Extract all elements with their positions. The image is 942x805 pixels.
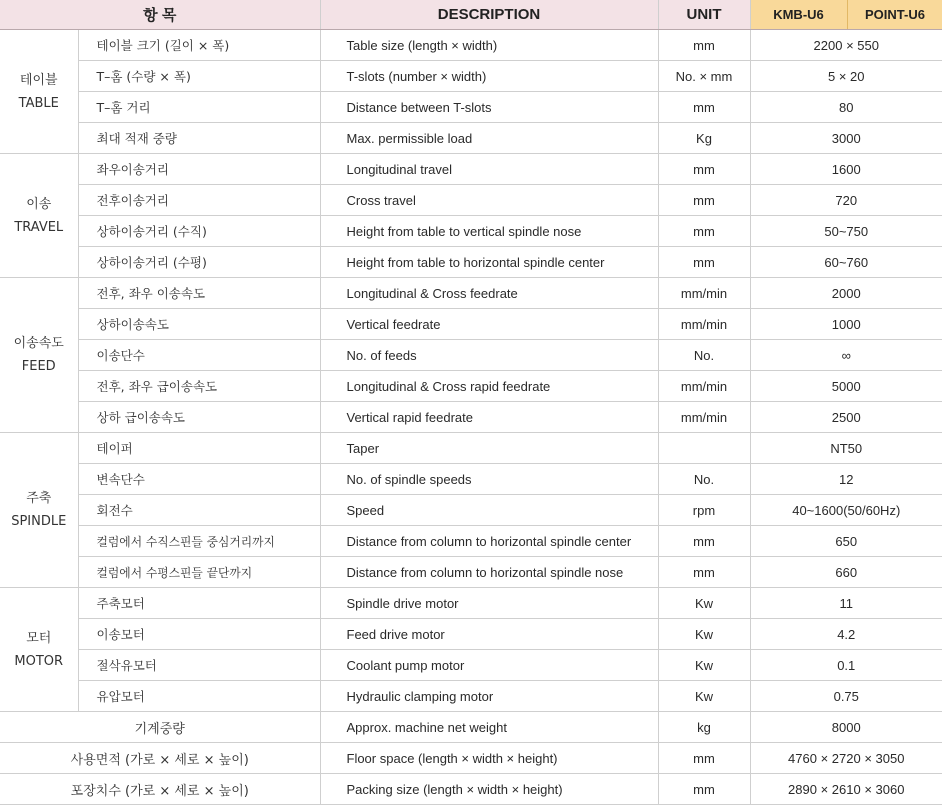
item-ko: 포장치수 (가로 × 세로 × 높이) xyxy=(0,774,320,805)
item-unit: mm xyxy=(658,216,750,247)
table-row xyxy=(0,309,942,340)
item-value: 1600 xyxy=(750,154,942,185)
item-unit: mm xyxy=(658,526,750,557)
item-unit: Kw xyxy=(658,650,750,681)
item-unit: Kw xyxy=(658,619,750,650)
group-label-ko: 이송 xyxy=(0,193,78,216)
group-label-en: SPINDLE xyxy=(0,510,78,533)
group-label-en: TRAVEL xyxy=(0,216,78,239)
table-row xyxy=(0,61,942,92)
item-value: 1000 xyxy=(750,309,942,340)
item-ko: 전후이송거리 xyxy=(78,185,320,216)
item-value: 650 xyxy=(750,526,942,557)
item-unit: No. xyxy=(658,464,750,495)
item-value: 8000 xyxy=(750,712,942,743)
item-unit: mm xyxy=(658,185,750,216)
item-description: Distance between T-slots xyxy=(320,92,658,123)
item-ko: 전후, 좌우 급이송속도 xyxy=(78,371,320,402)
table-row xyxy=(0,371,942,402)
item-ko: 상하이송거리 (수평) xyxy=(78,247,320,278)
item-description: Longitudinal & Cross rapid feedrate xyxy=(320,371,658,402)
item-unit: mm/min xyxy=(658,371,750,402)
item-ko: 이송모터 xyxy=(78,619,320,650)
table-row xyxy=(0,681,942,712)
table-row xyxy=(0,92,942,123)
item-value: 11 xyxy=(750,588,942,619)
table-row xyxy=(0,712,942,743)
item-unit: mm/min xyxy=(658,309,750,340)
item-value: 0.1 xyxy=(750,650,942,681)
item-description: Distance from column to horizontal spindle nose xyxy=(320,557,658,588)
table-row xyxy=(0,123,942,154)
table-row xyxy=(0,526,942,557)
item-description: No. of feeds xyxy=(320,340,658,371)
table-row xyxy=(0,30,942,61)
header-model-point: POINT-U6 xyxy=(848,7,942,22)
item-description: Hydraulic clamping motor xyxy=(320,681,658,712)
item-unit: kg xyxy=(658,712,750,743)
item-ko: 주축모터 xyxy=(78,588,320,619)
header-model-kmb: KMB-U6 xyxy=(751,0,848,29)
item-ko: 좌우이송거리 xyxy=(78,154,320,185)
item-value: 80 xyxy=(750,92,942,123)
item-description: Floor space (length × width × height) xyxy=(320,743,658,774)
group-label-en: MOTOR xyxy=(0,650,78,673)
item-value: 60~760 xyxy=(750,247,942,278)
group-label-ko: 이송속도 xyxy=(0,332,78,355)
item-description: Longitudinal & Cross feedrate xyxy=(320,278,658,309)
header-row xyxy=(0,0,942,30)
group-motor xyxy=(0,588,78,712)
item-description: No. of spindle speeds xyxy=(320,464,658,495)
group-label-ko: 주축 xyxy=(0,487,78,510)
item-ko: 유압모터 xyxy=(78,681,320,712)
table-row xyxy=(0,619,942,650)
item-ko: 상하이송거리 (수직) xyxy=(78,216,320,247)
item-description: Height from table to vertical spindle nose xyxy=(320,216,658,247)
item-unit: mm xyxy=(658,30,750,61)
table-row xyxy=(0,464,942,495)
group-travel xyxy=(0,154,78,278)
table-row xyxy=(0,340,942,371)
item-ko: 테이블 크기 (길이 × 폭) xyxy=(78,30,320,61)
item-ko: 테이퍼 xyxy=(78,433,320,464)
item-value: 660 xyxy=(750,557,942,588)
item-value: 12 xyxy=(750,464,942,495)
header-item: 항 목 xyxy=(0,0,320,30)
item-value: 50~750 xyxy=(750,216,942,247)
item-description: Packing size (length × width × height) xyxy=(320,774,658,805)
group-label-en: FEED xyxy=(0,355,78,378)
item-value: 0.75 xyxy=(750,681,942,712)
item-value: 3000 xyxy=(750,123,942,154)
item-unit: mm xyxy=(658,247,750,278)
item-value: 2890 × 2610 × 3060 xyxy=(750,774,942,805)
item-unit: Kw xyxy=(658,588,750,619)
header-models xyxy=(750,0,942,30)
table-row xyxy=(0,185,942,216)
item-ko: 기계중량 xyxy=(0,712,320,743)
table-row xyxy=(0,402,942,433)
item-ko: 컬럼에서 수평스핀들 끝단까지 xyxy=(78,557,320,588)
item-ko: 회전수 xyxy=(78,495,320,526)
item-ko: T–홈 (수량 × 폭) xyxy=(78,61,320,92)
item-ko: 사용면적 (가로 × 세로 × 높이) xyxy=(0,743,320,774)
item-unit: Kg xyxy=(658,123,750,154)
item-ko: 상하이송속도 xyxy=(78,309,320,340)
item-description: Longitudinal travel xyxy=(320,154,658,185)
table-row xyxy=(0,650,942,681)
item-description: Approx. machine net weight xyxy=(320,712,658,743)
table-row xyxy=(0,433,942,464)
item-description: Speed xyxy=(320,495,658,526)
item-unit xyxy=(658,433,750,464)
item-value: 2000 xyxy=(750,278,942,309)
item-unit: No. xyxy=(658,340,750,371)
item-value: ∞ xyxy=(750,340,942,371)
item-ko: 최대 적재 중량 xyxy=(78,123,320,154)
item-ko: 변속단수 xyxy=(78,464,320,495)
item-unit: mm xyxy=(658,743,750,774)
item-ko: 절삭유모터 xyxy=(78,650,320,681)
item-description: Vertical rapid feedrate xyxy=(320,402,658,433)
item-description: Taper xyxy=(320,433,658,464)
item-unit: mm xyxy=(658,557,750,588)
item-unit: No. × mm xyxy=(658,61,750,92)
item-ko: 상하 급이송속도 xyxy=(78,402,320,433)
header-description: DESCRIPTION xyxy=(320,0,658,30)
item-value: 5000 xyxy=(750,371,942,402)
item-description: Table size (length × width) xyxy=(320,30,658,61)
item-unit: mm xyxy=(658,774,750,805)
item-unit: mm/min xyxy=(658,278,750,309)
group-label-ko: 모터 xyxy=(0,627,78,650)
item-description: Feed drive motor xyxy=(320,619,658,650)
item-value: 2500 xyxy=(750,402,942,433)
item-unit: mm/min xyxy=(658,402,750,433)
item-value: 5 × 20 xyxy=(750,61,942,92)
table-row xyxy=(0,557,942,588)
item-ko: 전후, 좌우 이송속도 xyxy=(78,278,320,309)
item-unit: mm xyxy=(658,154,750,185)
header-unit: UNIT xyxy=(658,0,750,30)
group-label-ko: 테이블 xyxy=(0,69,78,92)
item-description: Height from table to horizontal spindle center xyxy=(320,247,658,278)
group-table xyxy=(0,30,78,154)
item-value: 2200 × 550 xyxy=(750,30,942,61)
item-value: 40~1600(50/60Hz) xyxy=(750,495,942,526)
table-row xyxy=(0,495,942,526)
item-ko: 이송단수 xyxy=(78,340,320,371)
item-description: Coolant pump motor xyxy=(320,650,658,681)
item-value: 720 xyxy=(750,185,942,216)
item-unit: Kw xyxy=(658,681,750,712)
item-value: 4.2 xyxy=(750,619,942,650)
item-description: Vertical feedrate xyxy=(320,309,658,340)
group-feed xyxy=(0,278,78,433)
item-description: Spindle drive motor xyxy=(320,588,658,619)
group-spindle xyxy=(0,433,78,588)
table-row xyxy=(0,154,942,185)
table-row xyxy=(0,216,942,247)
item-value: 4760 × 2720 × 3050 xyxy=(750,743,942,774)
item-value: NT50 xyxy=(750,433,942,464)
item-unit: mm xyxy=(658,92,750,123)
item-description: Max. permissible load xyxy=(320,123,658,154)
table-row xyxy=(0,588,942,619)
table-row xyxy=(0,247,942,278)
table-row xyxy=(0,278,942,309)
item-description: T-slots (number × width) xyxy=(320,61,658,92)
item-ko: T–홈 거리 xyxy=(78,92,320,123)
item-ko: 컬럼에서 수직스핀들 중심거리까지 xyxy=(78,526,320,557)
item-description: Distance from column to horizontal spindle center xyxy=(320,526,658,557)
item-unit: rpm xyxy=(658,495,750,526)
item-description: Cross travel xyxy=(320,185,658,216)
group-label-en: TABLE xyxy=(0,92,78,115)
table-row xyxy=(0,743,942,774)
